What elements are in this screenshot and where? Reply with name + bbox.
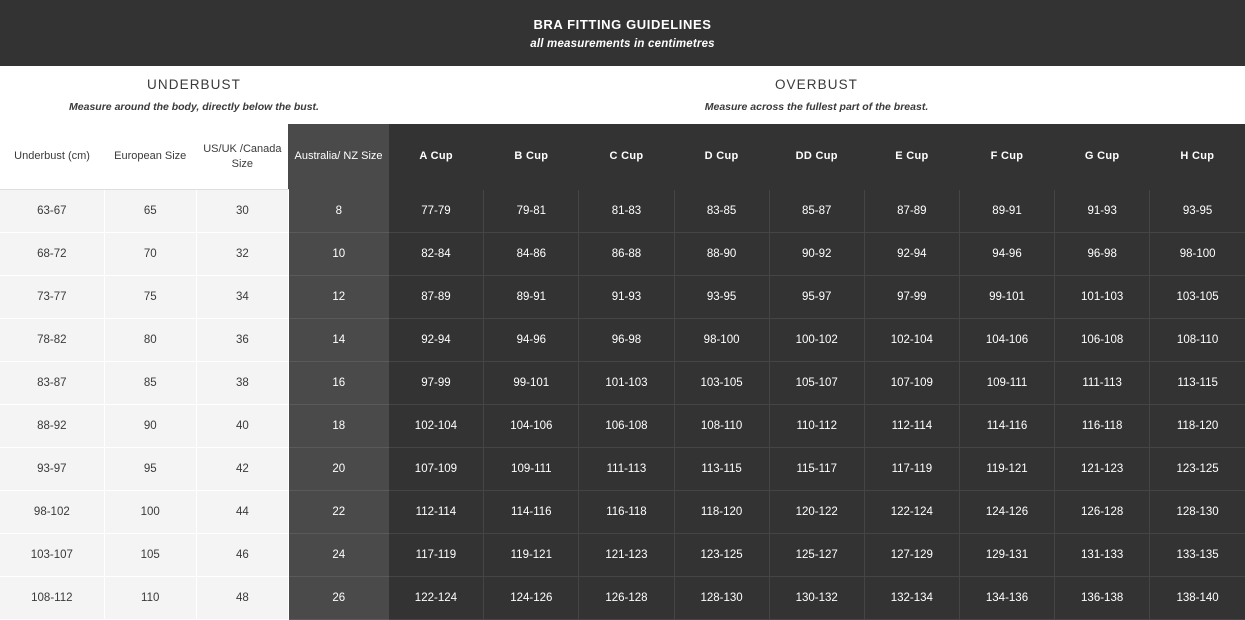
section-overbust-note: Measure across the fullest part of the breast. (704, 101, 929, 113)
cell-d-cup: 128-130 (674, 577, 769, 620)
cell-h-cup: 133-135 (1150, 534, 1245, 577)
cell-a-cup: 122-124 (389, 577, 484, 620)
cell-dd-cup: 90-92 (769, 233, 864, 276)
cell-b-cup: 99-101 (484, 362, 579, 405)
cell-underbust: 93-97 (0, 448, 104, 491)
cell-f-cup: 114-116 (959, 405, 1054, 448)
cell-d-cup: 83-85 (674, 190, 769, 233)
cell-f-cup: 94-96 (959, 233, 1054, 276)
cell-b-cup: 104-106 (484, 405, 579, 448)
cell-a-cup: 97-99 (389, 362, 484, 405)
section-underbust-note: Measure around the body, directly below the bust. (69, 101, 319, 113)
cell-e-cup: 132-134 (864, 577, 959, 620)
cell-e-cup: 92-94 (864, 233, 959, 276)
cell-underbust: 68-72 (0, 233, 104, 276)
cell-f-cup: 89-91 (959, 190, 1054, 233)
cell-b-cup: 89-91 (484, 276, 579, 319)
cell-c-cup: 126-128 (579, 577, 674, 620)
cell-d-cup: 98-100 (674, 319, 769, 362)
cell-g-cup: 91-93 (1055, 190, 1150, 233)
table-row (0, 276, 1245, 319)
column-header-australia-nz: Australia/ NZ Size (288, 124, 388, 190)
cell-european: 95 (104, 448, 196, 491)
table-row (0, 190, 1245, 233)
section-overbust-title: OVERBUST (774, 77, 859, 92)
size-chart-table (0, 124, 1245, 620)
column-header-h-cup: H Cup (1150, 124, 1245, 190)
cell-d-cup: 93-95 (674, 276, 769, 319)
table-row (0, 362, 1245, 405)
cell-e-cup: 107-109 (864, 362, 959, 405)
column-header-underbust: Underbust (cm) (0, 124, 104, 190)
cell-h-cup: 118-120 (1150, 405, 1245, 448)
cell-european: 65 (104, 190, 196, 233)
cell-c-cup: 91-93 (579, 276, 674, 319)
cell-australia-nz: 20 (288, 448, 388, 491)
cell-european: 100 (104, 491, 196, 534)
page-subtitle: all measurements in centimetres (530, 37, 715, 50)
cell-c-cup: 116-118 (579, 491, 674, 534)
cell-us-uk-canada: 30 (196, 190, 288, 233)
column-header-e-cup: E Cup (864, 124, 959, 190)
cell-g-cup: 121-123 (1055, 448, 1150, 491)
cell-dd-cup: 115-117 (769, 448, 864, 491)
cell-e-cup: 117-119 (864, 448, 959, 491)
cell-underbust: 83-87 (0, 362, 104, 405)
cell-dd-cup: 130-132 (769, 577, 864, 620)
table-row (0, 405, 1245, 448)
cell-a-cup: 87-89 (389, 276, 484, 319)
cell-f-cup: 124-126 (959, 491, 1054, 534)
cell-us-uk-canada: 42 (196, 448, 288, 491)
cell-c-cup: 81-83 (579, 190, 674, 233)
cell-a-cup: 107-109 (389, 448, 484, 491)
cell-h-cup: 113-115 (1150, 362, 1245, 405)
cell-c-cup: 111-113 (579, 448, 674, 491)
cell-e-cup: 127-129 (864, 534, 959, 577)
cell-d-cup: 113-115 (674, 448, 769, 491)
table-row (0, 448, 1245, 491)
cell-d-cup: 108-110 (674, 405, 769, 448)
cell-european: 80 (104, 319, 196, 362)
cell-a-cup: 92-94 (389, 319, 484, 362)
cell-european: 70 (104, 233, 196, 276)
table-row (0, 491, 1245, 534)
cell-g-cup: 111-113 (1055, 362, 1150, 405)
cell-european: 110 (104, 577, 196, 620)
cell-australia-nz: 8 (288, 190, 388, 233)
cell-c-cup: 106-108 (579, 405, 674, 448)
table-row (0, 233, 1245, 276)
cell-e-cup: 97-99 (864, 276, 959, 319)
cell-us-uk-canada: 34 (196, 276, 288, 319)
column-header-dd-cup: DD Cup (769, 124, 864, 190)
cell-dd-cup: 120-122 (769, 491, 864, 534)
column-header-european: European Size (104, 124, 196, 190)
cell-australia-nz: 14 (288, 319, 388, 362)
column-header-c-cup: C Cup (579, 124, 674, 190)
cell-b-cup: 124-126 (484, 577, 579, 620)
table-row (0, 577, 1245, 620)
cell-dd-cup: 100-102 (769, 319, 864, 362)
cell-underbust: 63-67 (0, 190, 104, 233)
cell-d-cup: 118-120 (674, 491, 769, 534)
cell-e-cup: 112-114 (864, 405, 959, 448)
table-body (0, 190, 1245, 620)
cell-h-cup: 103-105 (1150, 276, 1245, 319)
table-row (0, 319, 1245, 362)
cell-us-uk-canada: 40 (196, 405, 288, 448)
column-header-a-cup: A Cup (389, 124, 484, 190)
column-header-f-cup: F Cup (959, 124, 1054, 190)
cell-dd-cup: 110-112 (769, 405, 864, 448)
cell-us-uk-canada: 36 (196, 319, 288, 362)
cell-us-uk-canada: 46 (196, 534, 288, 577)
column-header-b-cup: B Cup (484, 124, 579, 190)
cell-e-cup: 122-124 (864, 491, 959, 534)
cell-european: 75 (104, 276, 196, 319)
cell-f-cup: 119-121 (959, 448, 1054, 491)
cell-dd-cup: 125-127 (769, 534, 864, 577)
page-title: BRA FITTING GUIDELINES (533, 16, 712, 32)
cell-g-cup: 131-133 (1055, 534, 1150, 577)
cell-h-cup: 123-125 (1150, 448, 1245, 491)
section-overbust (388, 66, 1245, 124)
cell-f-cup: 99-101 (959, 276, 1054, 319)
cell-a-cup: 117-119 (389, 534, 484, 577)
cell-australia-nz: 12 (288, 276, 388, 319)
table-header-row (0, 124, 1245, 190)
section-headings (0, 66, 1245, 124)
cell-f-cup: 134-136 (959, 577, 1054, 620)
cell-f-cup: 104-106 (959, 319, 1054, 362)
cell-b-cup: 109-111 (484, 448, 579, 491)
section-underbust (0, 66, 388, 124)
cell-b-cup: 114-116 (484, 491, 579, 534)
cell-underbust: 98-102 (0, 491, 104, 534)
cell-g-cup: 116-118 (1055, 405, 1150, 448)
cell-us-uk-canada: 38 (196, 362, 288, 405)
cell-a-cup: 82-84 (389, 233, 484, 276)
cell-d-cup: 103-105 (674, 362, 769, 405)
cell-b-cup: 119-121 (484, 534, 579, 577)
cell-c-cup: 96-98 (579, 319, 674, 362)
cell-e-cup: 102-104 (864, 319, 959, 362)
cell-european: 105 (104, 534, 196, 577)
cell-f-cup: 129-131 (959, 534, 1054, 577)
cell-australia-nz: 16 (288, 362, 388, 405)
column-header-d-cup: D Cup (674, 124, 769, 190)
cell-f-cup: 109-111 (959, 362, 1054, 405)
cell-underbust: 88-92 (0, 405, 104, 448)
cell-australia-nz: 24 (288, 534, 388, 577)
cell-d-cup: 88-90 (674, 233, 769, 276)
cell-g-cup: 101-103 (1055, 276, 1150, 319)
cell-e-cup: 87-89 (864, 190, 959, 233)
column-header-us-uk-canada: US/UK /Canada Size (196, 124, 288, 190)
cell-h-cup: 108-110 (1150, 319, 1245, 362)
cell-australia-nz: 10 (288, 233, 388, 276)
cell-australia-nz: 22 (288, 491, 388, 534)
cell-us-uk-canada: 32 (196, 233, 288, 276)
cell-dd-cup: 85-87 (769, 190, 864, 233)
cell-australia-nz: 18 (288, 405, 388, 448)
cell-a-cup: 112-114 (389, 491, 484, 534)
cell-underbust: 78-82 (0, 319, 104, 362)
cell-b-cup: 79-81 (484, 190, 579, 233)
cell-dd-cup: 95-97 (769, 276, 864, 319)
cell-underbust: 73-77 (0, 276, 104, 319)
cell-b-cup: 94-96 (484, 319, 579, 362)
cell-g-cup: 106-108 (1055, 319, 1150, 362)
table-row (0, 534, 1245, 577)
cell-b-cup: 84-86 (484, 233, 579, 276)
cell-h-cup: 98-100 (1150, 233, 1245, 276)
cell-us-uk-canada: 44 (196, 491, 288, 534)
cell-h-cup: 138-140 (1150, 577, 1245, 620)
cell-g-cup: 96-98 (1055, 233, 1150, 276)
cell-dd-cup: 105-107 (769, 362, 864, 405)
cell-a-cup: 77-79 (389, 190, 484, 233)
cell-d-cup: 123-125 (674, 534, 769, 577)
cell-underbust: 108-112 (0, 577, 104, 620)
cell-a-cup: 102-104 (389, 405, 484, 448)
cell-european: 90 (104, 405, 196, 448)
cell-c-cup: 101-103 (579, 362, 674, 405)
cell-c-cup: 121-123 (579, 534, 674, 577)
cell-european: 85 (104, 362, 196, 405)
cell-h-cup: 128-130 (1150, 491, 1245, 534)
cell-c-cup: 86-88 (579, 233, 674, 276)
cell-australia-nz: 26 (288, 577, 388, 620)
cell-us-uk-canada: 48 (196, 577, 288, 620)
cell-g-cup: 126-128 (1055, 491, 1150, 534)
column-header-g-cup: G Cup (1055, 124, 1150, 190)
page-banner (0, 0, 1245, 66)
cell-g-cup: 136-138 (1055, 577, 1150, 620)
cell-h-cup: 93-95 (1150, 190, 1245, 233)
cell-underbust: 103-107 (0, 534, 104, 577)
section-underbust-title: UNDERBUST (147, 77, 241, 92)
